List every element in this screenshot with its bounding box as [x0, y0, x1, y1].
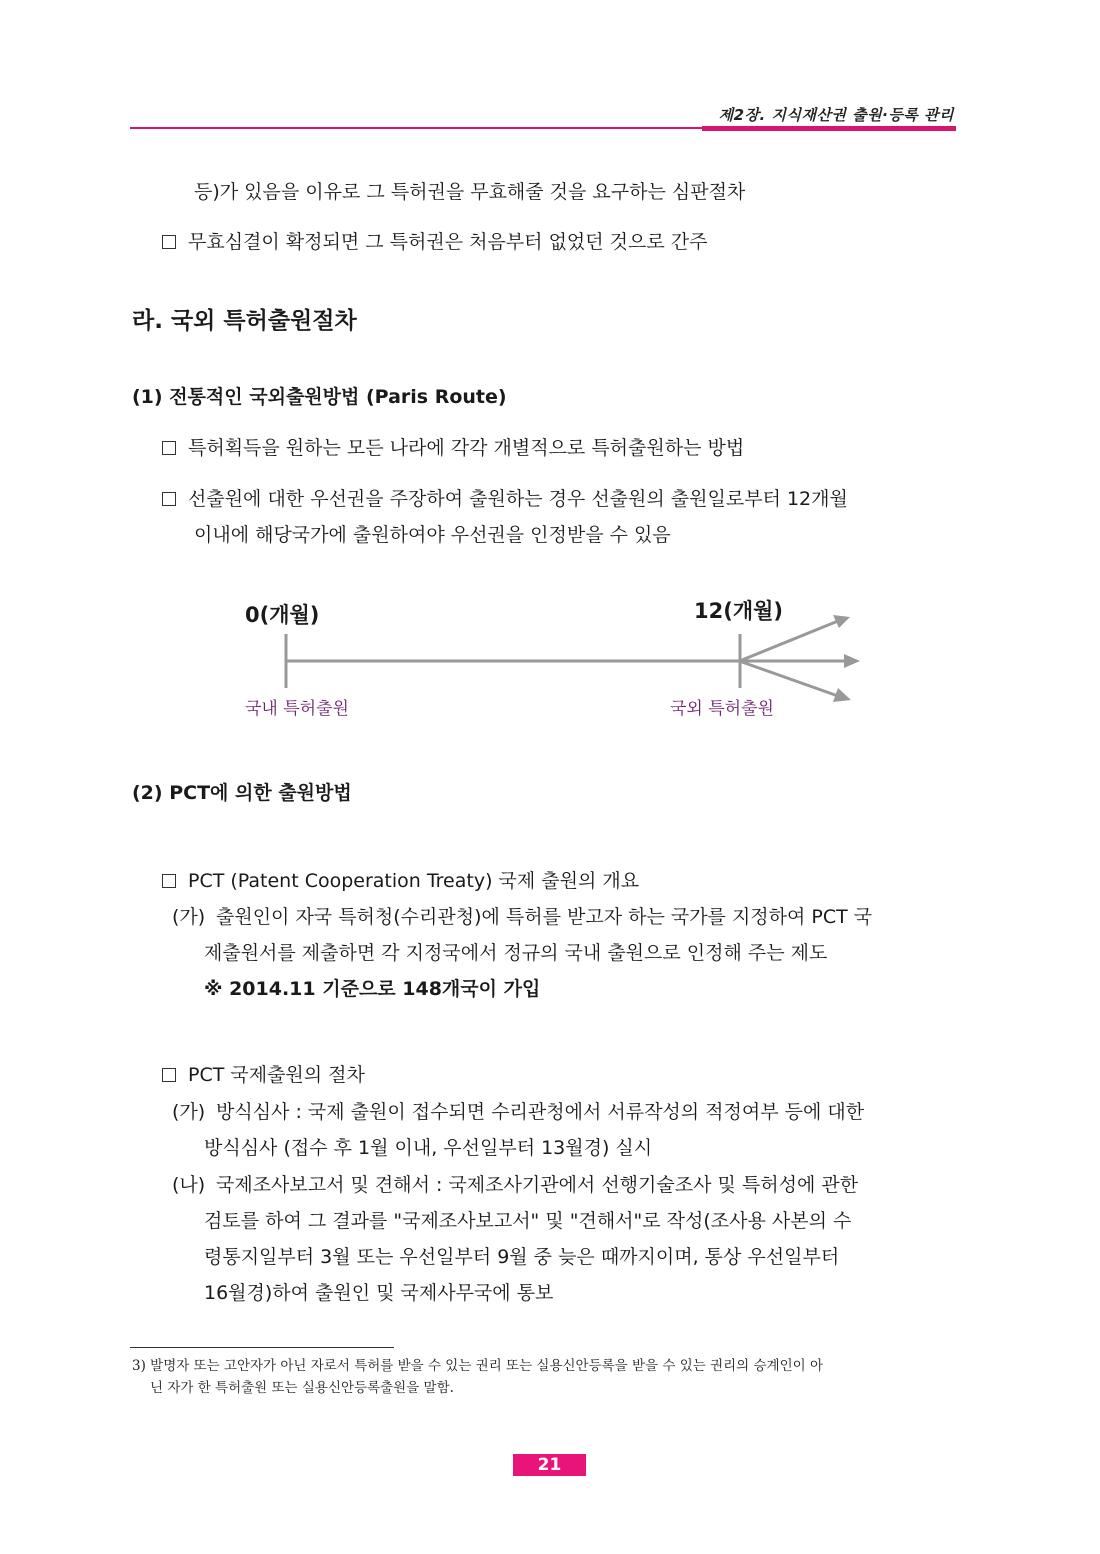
paris-bullet-2-line2: 이내에 해당국가에 출원하여야 우선권을 인정받을 수 있음 [194, 524, 671, 546]
checkbox-bullet-icon [162, 1068, 176, 1082]
pct-proc-b-line3: 령통지일부터 3월 또는 우선일부터 9월 중 늦은 때까지이며, 통상 우선일부터 [204, 1246, 840, 1268]
bullet-invalidation [162, 224, 707, 260]
header-accent-bar [702, 126, 956, 131]
checkbox-bullet-icon [162, 492, 176, 506]
footnote-line1: 3) 발명자 또는 고안자가 아닌 자로서 특허를 받을 수 있는 권리 또는 실용신안등록을 받을 수 있는 권리의 승계인이 아 [132, 1358, 823, 1374]
pct-procedure-bullet [162, 1057, 365, 1093]
timeline-start-label: 0(개월) [245, 603, 320, 627]
pct-overview-item-line2: 제출원서를 제출하면 각 지정국에서 정규의 국내 출원으로 인정해 주는 제도 [204, 942, 828, 964]
checkbox-bullet-icon [162, 874, 176, 888]
pct-overview-item-line1: 출원인이 자국 특허청(수리관청)에 특허를 받고자 하는 국가를 지정하여 PCT 국 [216, 906, 873, 928]
paris-bullet-2-line1: 선출원에 대한 우선권을 주장하여 출원하는 경우 선출원의 출원일로부터 12개월 [188, 488, 848, 510]
chapter-header-title: 제2장. 지식재산권 출원·등록 관리 [718, 106, 954, 124]
arrow-down-line [742, 662, 838, 696]
pct-proc-a-marker: (가) [172, 1101, 206, 1123]
paris-bullet-2 [162, 481, 968, 517]
timeline-end-caption: 국외 특허출원 [670, 699, 774, 719]
pct-procedure-bullet-text: PCT 국제출원의 절차 [188, 1064, 365, 1086]
section-heading-foreign-filing: 라. 국외 특허출원절차 [132, 308, 357, 334]
continuation-text: 등)가 있음을 이유로 그 특허권을 무효해줄 것을 요구하는 심판절차 [194, 181, 746, 203]
pct-overview-bullet-text: PCT (Patent Cooperation Treaty) 국제 출원의 개요 [188, 870, 640, 892]
footnote-rule [130, 1347, 394, 1348]
checkbox-bullet-icon [162, 441, 176, 455]
arrow-head-middle-icon [844, 654, 860, 668]
timeline-start-caption: 국내 특허출원 [245, 699, 349, 719]
page-number: 21 [513, 1454, 586, 1476]
paris-route-heading: (1) 전통적인 국외출원방법 (Paris Route) [132, 386, 507, 408]
pct-member-note: ※ 2014.11 기준으로 148개국이 가입 [204, 978, 541, 1000]
paris-route-timeline-diagram [230, 590, 870, 730]
bullet-invalidation-text: 무효심결이 확정되면 그 특허권은 처음부터 없었던 것으로 간주 [188, 231, 708, 253]
pct-proc-b-line4: 16월경)하여 출원인 및 국제사무국에 통보 [204, 1282, 554, 1304]
pct-proc-b-marker: (나) [172, 1174, 206, 1196]
paris-bullet-1 [162, 430, 744, 466]
arrow-head-down-icon [833, 688, 851, 702]
checkbox-bullet-icon [162, 235, 176, 249]
pct-proc-b-line2: 검토를 하여 그 결과를 "국제조사보고서" 및 "견해서"로 작성(조사용 사본의 수 [204, 1210, 852, 1232]
pct-proc-a-line2: 방식심사 (접수 후 1월 이내, 우선일부터 13월경) 실시 [204, 1137, 653, 1159]
pct-proc-a-line1: 방식심사 : 국제 출원이 접수되면 수리관청에서 서류작성의 적정여부 등에 대한 [216, 1101, 865, 1123]
pct-overview-item-marker: (가) [172, 906, 206, 928]
pct-proc-b-line1: 국제조사보고서 및 견해서 : 국제조사기관에서 선행기술조사 및 특허성에 관한 [216, 1174, 859, 1196]
pct-heading: (2) PCT에 의한 출원방법 [132, 782, 352, 804]
paris-bullet-1-text: 특허획득을 원하는 모든 나라에 각각 개별적으로 특허출원하는 방법 [188, 437, 745, 459]
pct-overview-bullet [162, 863, 639, 899]
footnote-line2: 닌 자가 한 특허출원 또는 실용신안등록출원을 말함. [150, 1380, 454, 1396]
arrow-up-line [742, 621, 838, 660]
timeline-end-label: 12(개월) [694, 599, 783, 623]
